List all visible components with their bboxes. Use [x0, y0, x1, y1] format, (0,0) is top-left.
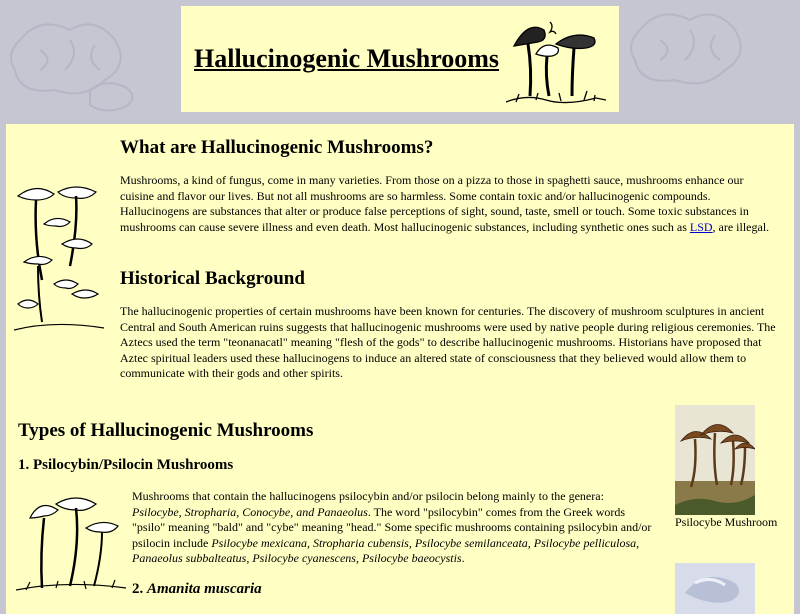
lsd-link[interactable]: LSD	[689, 219, 713, 234]
content-panel	[6, 124, 794, 614]
amanita-number: 2.	[132, 581, 147, 597]
photo-caption: Psilocybe Mushroom	[675, 515, 778, 529]
amanita-photo	[675, 563, 755, 614]
psilocybe-photo	[675, 405, 755, 515]
intro-text-end: , are illegal.	[712, 219, 770, 234]
psilocybin-paragraph	[132, 489, 652, 567]
psilocybin-genera: Psilocybe, Stropharia, Conocybe, and Panaeolus	[132, 504, 368, 519]
heading-historical-background: Historical Background	[120, 268, 305, 289]
intro-text: Mushrooms, a kind of fungus, come in many varieties. From those on a pizza to those in spaghetti sauce, mushrooms enhance our cuisine and flavor our lives. But not all mushrooms are so harmless. Some contain toxic and/or hallucinogenic compounds. Hallucinogens are substances that alter or produce false perceptions of sight, sound, taste, smell or touch. Some toxic substances in mushrooms can cause severe illness and even death. Most hallucinogenic substances, including synthetic ones such as	[120, 173, 749, 234]
title-banner	[181, 6, 619, 112]
psilocybin-text-1: Mushrooms that contain the hallucinogens psilocybin and/or psilocin belong mainly to the genera:	[132, 489, 604, 503]
psilocybin-species: Psilocybe mexicana, Stropharia cubensis, Psilocybe semilanceata, Psilocybe pelliculosa, Panaeolus subbalteatus, Psilocybe cyanescens, Psilocybe baeocystis	[132, 535, 640, 565]
page-title: Hallucinogenic Mushrooms	[194, 44, 500, 73]
psilocybin-text-2: . The word "psilocybin" comes from the Greek words "psilo" meaning "bald" and "cybe" meaning "head." Some specific mushrooms containing psilocybin and/or psilocin include	[132, 504, 652, 550]
heading-psilocybin: 1. Psilocybin/Psilocin Mushrooms	[18, 457, 234, 473]
intro-paragraph	[120, 173, 780, 235]
heading-amanita	[132, 581, 262, 598]
heading-what-are: What are Hallucinogenic Mushrooms?	[120, 137, 434, 158]
amanita-name: Amanita muscaria	[147, 581, 262, 597]
history-paragraph: The hallucinogenic properties of certain mushrooms have been known for centuries. The discovery of mushroom sculptures in ancient Central and South American ruins suggests that hallucinogenic mushrooms were used by native people during religious ceremonies. The Aztecs used the term "teonanacatl" meaning "flesh of the gods" to describe hallucinogenic mushrooms. Historians have proposed that Aztec spiritual leaders used these hallucinogens to induce an altered state of consciousness that they believed would allow them to communicate with their gods and other spirits.	[120, 304, 776, 380]
psilocybin-text-3: .	[461, 551, 465, 565]
psilocybe-illustration	[16, 494, 128, 594]
mushroom-group-illustration	[14, 184, 106, 332]
heading-types: Types of Hallucinogenic Mushrooms	[18, 420, 314, 441]
mushroom-cluster-illustration	[506, 14, 606, 106]
